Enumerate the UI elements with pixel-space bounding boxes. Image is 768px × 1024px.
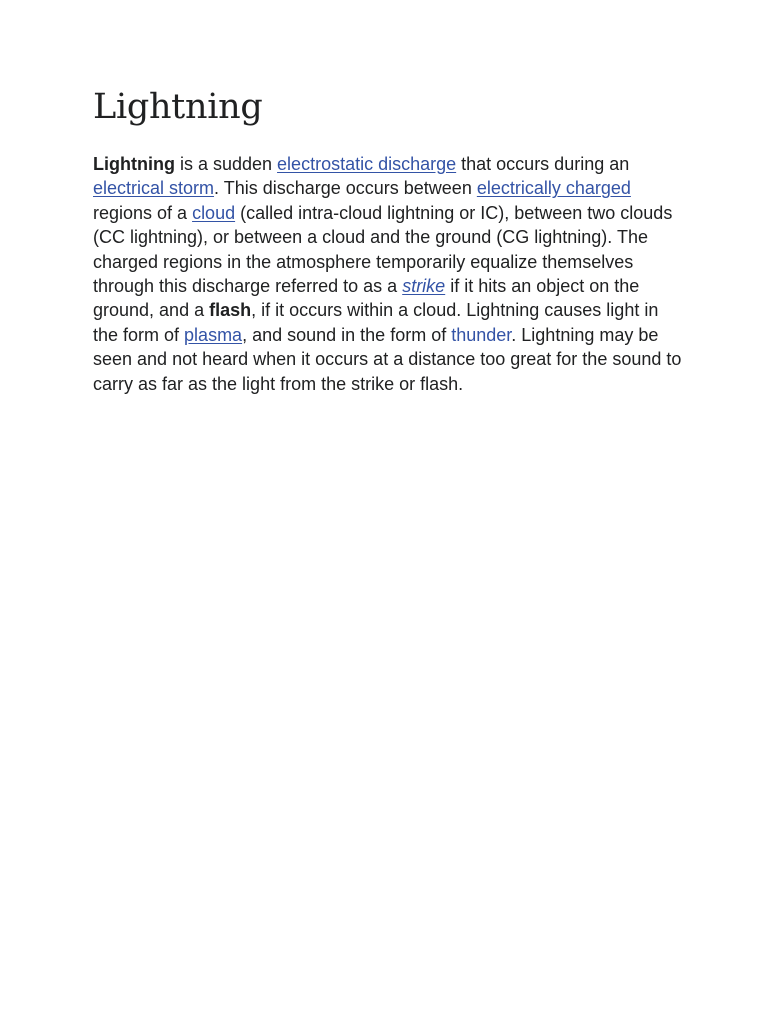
lead-paragraph (93, 152, 683, 396)
link-electrically-charged[interactable]: electrically charged (476, 178, 631, 199)
link-electrostatic-discharge[interactable]: electrostatic discharge (277, 154, 457, 174)
link-strike[interactable]: strike (402, 276, 446, 297)
article (93, 84, 683, 396)
lead-text: (called intra-cloud lightning or IC), between two clouds (CC lightning), or between a cloud and the ground (CG lightning). The charged regions in the atmosphere temporarily equalize themselves through this discharge referred to as a (93, 202, 673, 297)
lead-text: . This discharge occurs between (214, 178, 477, 199)
link-electrical-storm[interactable]: electrical storm (93, 178, 215, 199)
lead-text: that occurs during an (456, 154, 630, 174)
bold-term-lightning: Lightning (93, 154, 175, 174)
link-thunder[interactable]: thunder (451, 324, 512, 345)
bold-term-flash: flash (209, 300, 252, 321)
lead-text: , if it occurs within a cloud. Lightning causes light in the form of (93, 300, 659, 345)
link-cloud[interactable]: cloud (192, 202, 236, 223)
lead-text: if it hits an object on the ground, and a (93, 276, 640, 321)
link-plasma[interactable]: plasma (184, 324, 243, 345)
lead-text: is a sudden (174, 154, 278, 174)
lead-text: . Lightning may be seen and not heard when it occurs at a distance too great for the sound to carry as far as the light from the strike or flash. (93, 324, 682, 394)
page-title: Lightning (93, 87, 263, 127)
lead-text: , and sound in the form of (242, 324, 452, 345)
lead-text: regions of a (93, 202, 193, 223)
